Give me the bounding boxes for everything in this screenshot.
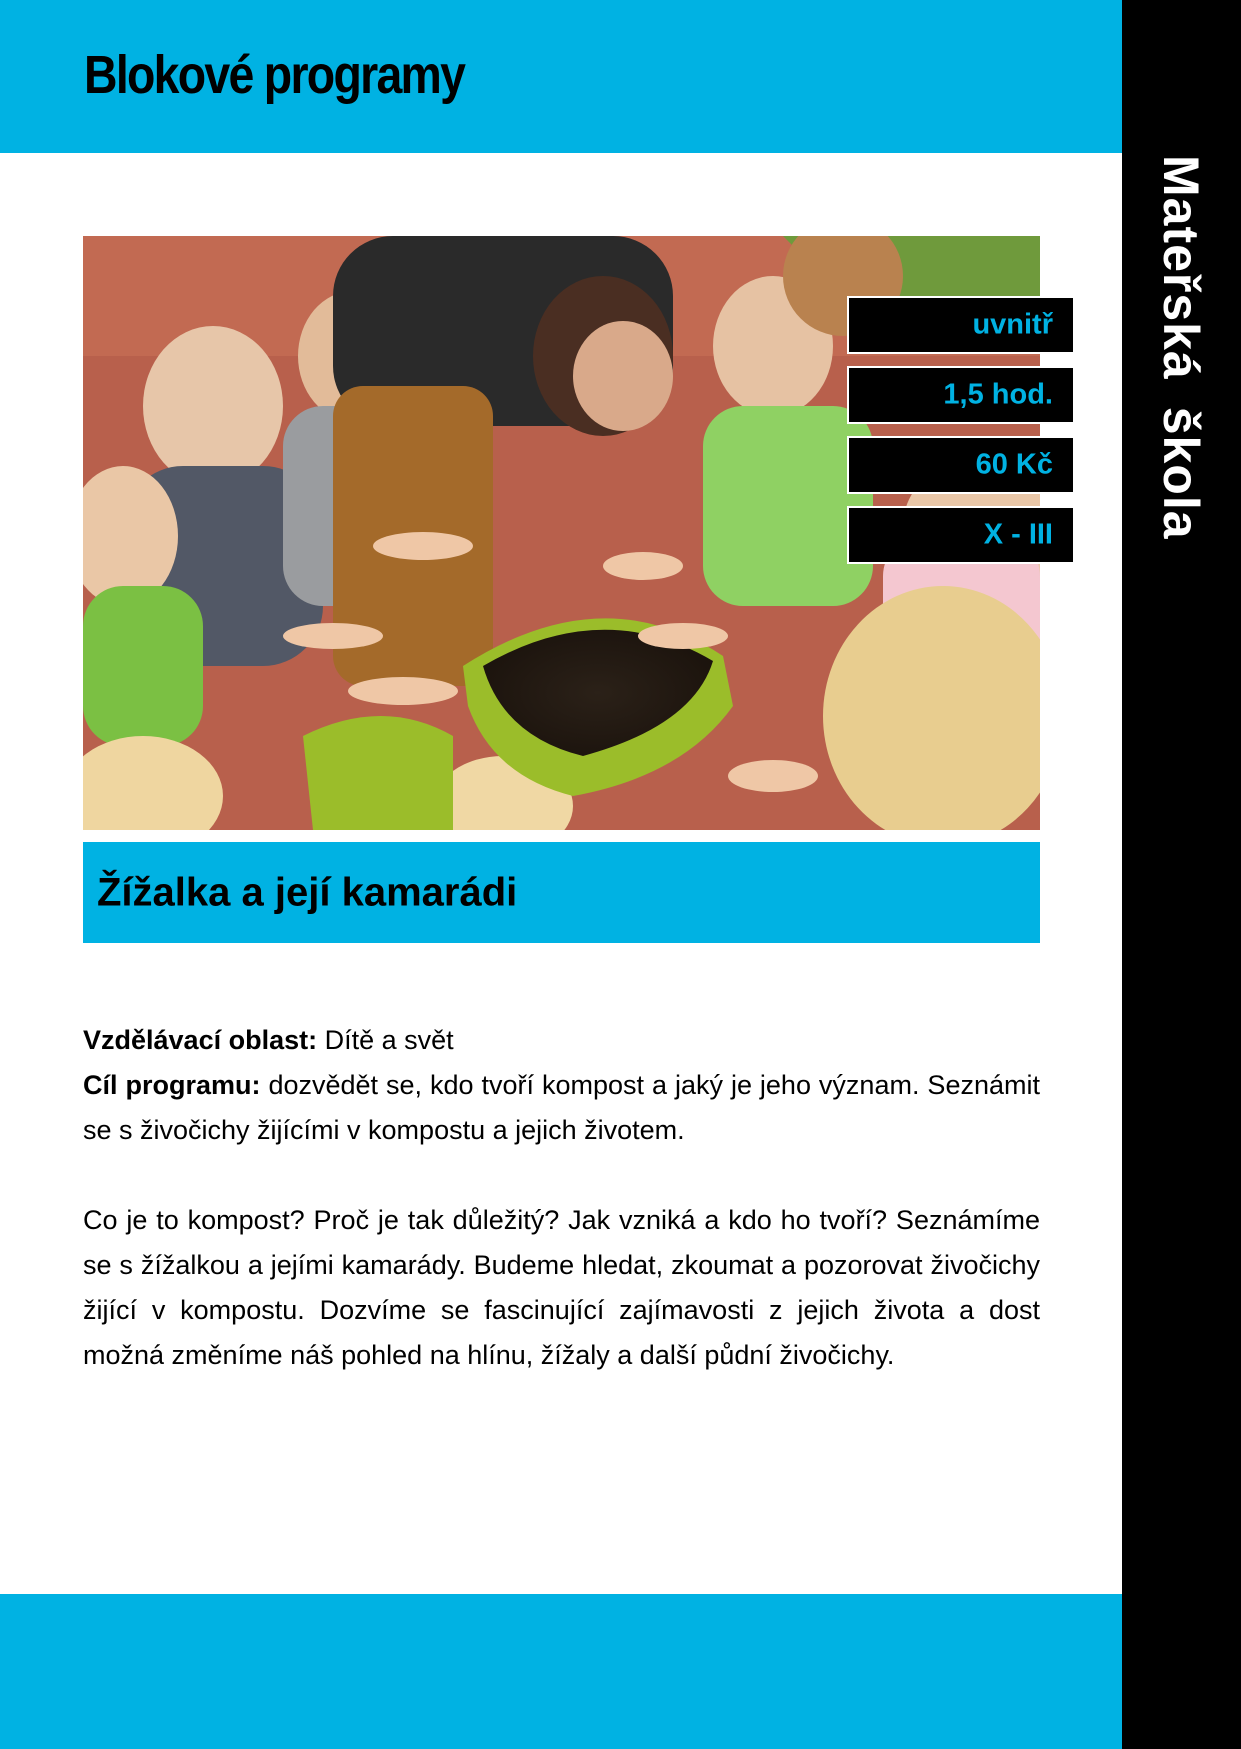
page-title: Blokové programy bbox=[84, 45, 465, 105]
goal-line bbox=[83, 1063, 1040, 1153]
tag-duration-text: 1,5 hod. bbox=[943, 378, 1053, 411]
program-description bbox=[83, 1018, 1040, 1378]
tag-price bbox=[847, 436, 1075, 494]
tag-grade bbox=[847, 506, 1075, 564]
area-label: Vzdělávací oblast: bbox=[83, 1025, 318, 1055]
area-value: Dítě a svět bbox=[324, 1025, 454, 1055]
description-paragraph: Co je to kompost? Proč je tak důležitý? Jak vzniká a kdo ho tvoří? Seznámíme se s žížalkou a jejími kamarády. Budeme hledat, zkoumat a pozorovat živočichy žijící v kompostu. Dozvíme se fascinující zajímavosti z jejich života a dost možná změníme náš pohled na hlínu, žížaly a další půdní živočichy. bbox=[83, 1205, 1040, 1370]
tag-price-text: 60 Kč bbox=[975, 448, 1053, 481]
tag-grade-text: X - III bbox=[983, 518, 1053, 551]
tag-location-text: uvnitř bbox=[972, 308, 1053, 341]
tag-duration bbox=[847, 366, 1075, 424]
program-title: Žížalka a její kamarádi bbox=[97, 870, 518, 914]
tag-location bbox=[847, 296, 1075, 354]
program-title-band bbox=[83, 842, 1040, 943]
sidebar-label: Mateřská škola bbox=[1153, 155, 1209, 540]
goal-label: Cíl programu: bbox=[83, 1070, 261, 1100]
footer-band bbox=[0, 1594, 1122, 1749]
area-line bbox=[83, 1018, 1040, 1063]
goal-value: dozvědět se, kdo tvoří kompost a jaký je jeho význam. Seznámit se s živočichy žijícími v kompostu a jejich životem. bbox=[83, 1070, 1040, 1145]
